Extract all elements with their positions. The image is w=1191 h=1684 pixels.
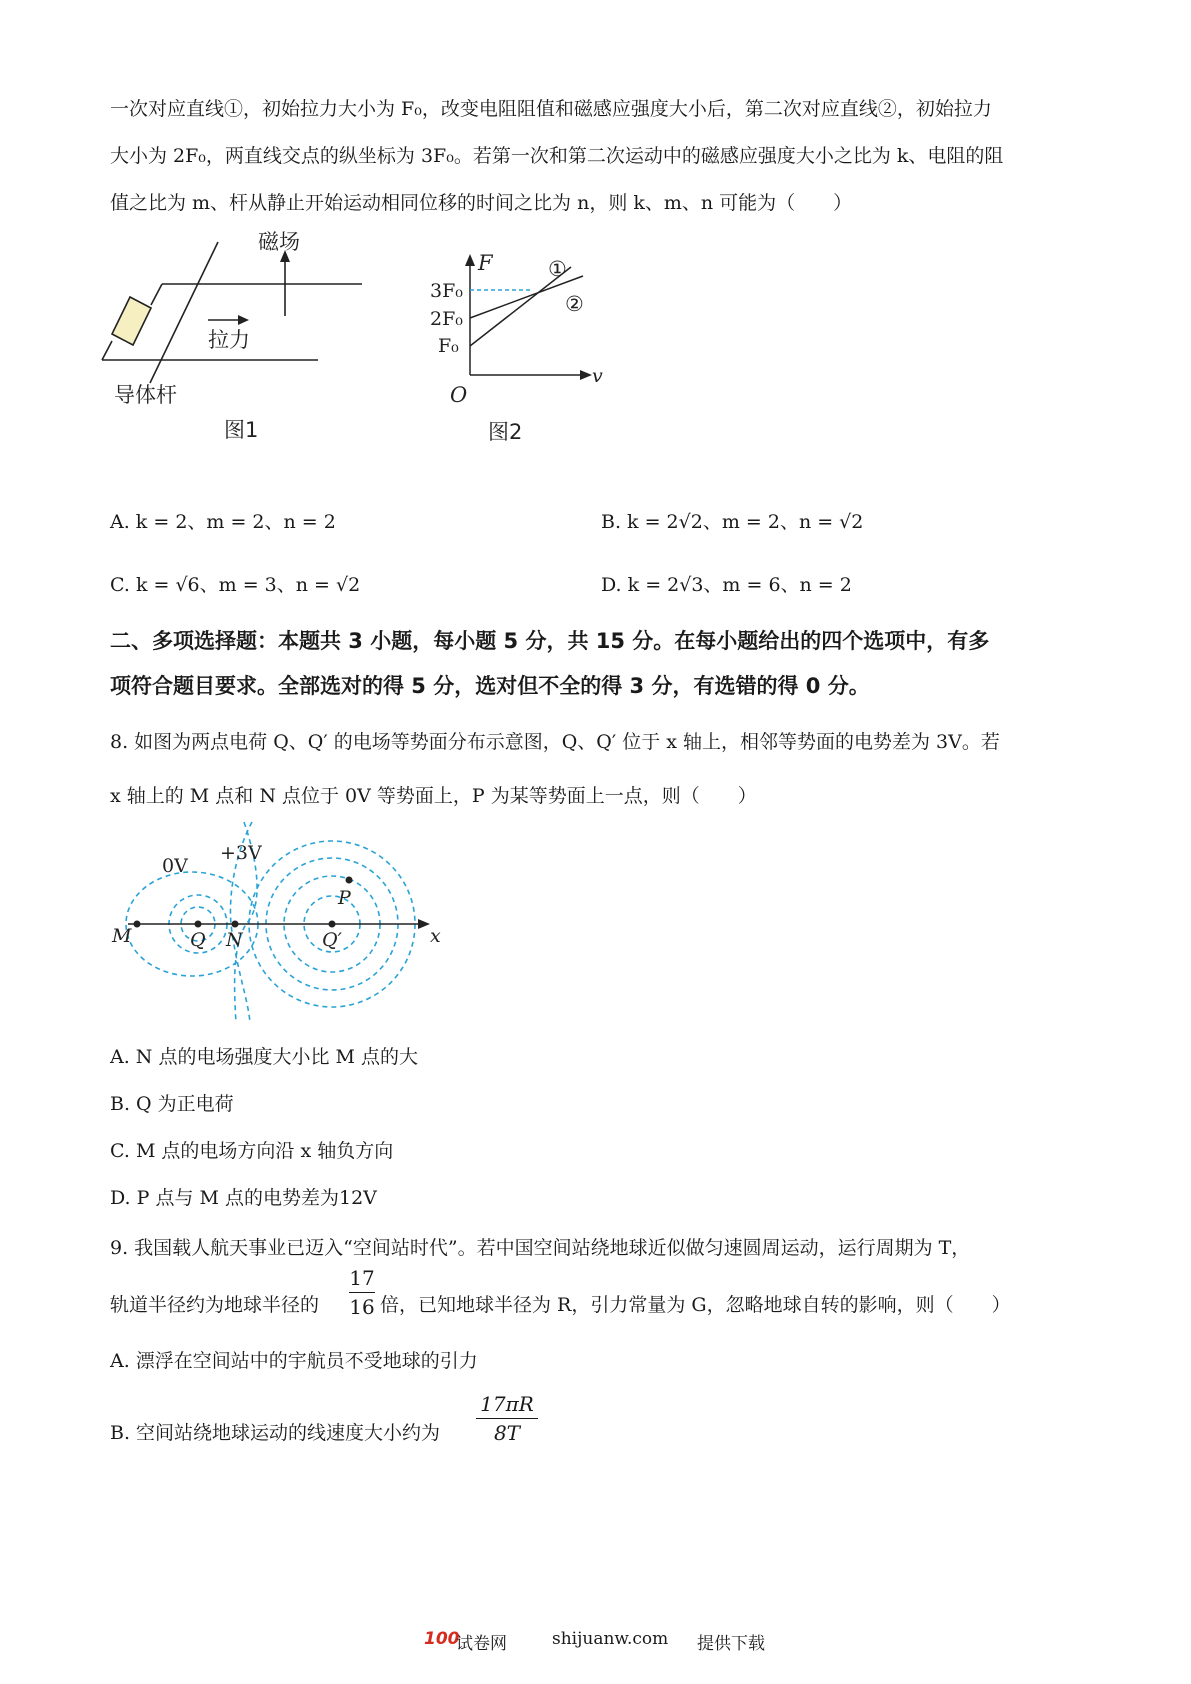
download-text: 提供下载: [697, 1634, 765, 1654]
q8-line-2: x 轴上的 M 点和 N 点位于 0V 等势面上，P 为某等势面上一点，则（ ）: [110, 785, 757, 807]
axis-label-f: F: [478, 251, 493, 275]
q7-option-a[interactable]: A. k = 2、m = 2、n = 2: [110, 511, 336, 533]
q7-line-2: 大小为 2F₀，两直线交点的纵坐标为 3F₀。若第一次和第二次运动中的磁感应强度大小之比为 k、电阻的阻: [110, 145, 1004, 167]
q9-option-b-fraction: [476, 1392, 538, 1445]
q8-option-c[interactable]: C. M 点的电场方向沿 x 轴负方向: [110, 1140, 394, 1162]
label-q: Q: [190, 929, 206, 951]
tick-f0: F₀: [438, 335, 459, 357]
q8-option-d[interactable]: D. P 点与 M 点的电势差为12V: [110, 1187, 377, 1209]
fraction-numerator: 17: [349, 1266, 375, 1290]
label-pull-force: 拉力: [208, 328, 250, 352]
q9-line-2-suffix: 倍，已知地球半径为 R，引力常量为 G，忽略地球自转的影响，则（ ）: [380, 1294, 1011, 1316]
q9-fraction-17-16: [349, 1266, 375, 1319]
q8-option-a[interactable]: A. N 点的电场强度大小比 M 点的大: [110, 1046, 418, 1068]
resistor-symbol: [112, 297, 151, 345]
figure-2-caption: 图2: [488, 420, 523, 444]
q9-option-a[interactable]: A. 漂浮在空间站中的宇航员不受地球的引力: [110, 1350, 478, 1372]
label-conductor-rod: 导体杆: [114, 383, 177, 407]
q7-line-3: 值之比为 m、杆从静止开始运动相同位移的时间之比为 n，则 k、m、n 可能为（ ）: [110, 192, 853, 214]
q7-figure-2: [420, 240, 640, 445]
page-footer: [0, 1629, 1191, 1659]
origin-label: O: [450, 383, 468, 407]
point-m: [134, 921, 141, 928]
label-0v: 0V: [162, 855, 188, 877]
section-2-heading-line-1: 二、多项选择题：本题共 3 小题，每小题 5 分，共 15 分。在每小题给出的四个选项中，有多: [110, 629, 990, 653]
point-p: [346, 877, 353, 884]
q8-option-b[interactable]: B. Q 为正电荷: [110, 1093, 234, 1115]
q7-option-c[interactable]: C. k = √6、m = 3、n = √2: [110, 574, 361, 596]
site-url[interactable]: shijuanw.com: [552, 1629, 669, 1649]
axis-label-v: v: [592, 365, 603, 387]
label-m: M: [112, 925, 132, 947]
line-1-marker: ①: [548, 257, 567, 281]
point-q-prime: [329, 921, 336, 928]
label-n: N: [226, 929, 243, 951]
site-logo: 100: [424, 1629, 460, 1649]
label-p: P: [338, 887, 351, 909]
label-x-axis: x: [430, 925, 441, 947]
q8-line-1: 8. 如图为两点电荷 Q、Q′ 的电场等势面分布示意图，Q、Q′ 位于 x 轴上，相邻等势面的电势差为 3V。若: [110, 731, 1000, 753]
label-plus-3v: +3V: [220, 842, 262, 864]
q7-line-1: 一次对应直线①，初始拉力大小为 F₀，改变电阻阻值和磁感应强度大小后，第二次对应直线②，初始拉力: [110, 98, 992, 120]
fraction-numerator: 17πR: [480, 1392, 534, 1416]
fraction-denominator: 16: [349, 1295, 375, 1319]
site-name: 试卷网: [456, 1634, 507, 1654]
q7-option-b[interactable]: B. k = 2√2、m = 2、n = √2: [601, 511, 864, 533]
q9-option-b[interactable]: B. 空间站绕地球运动的线速度大小约为: [110, 1422, 441, 1444]
conductor-rod: [150, 242, 218, 383]
section-2-heading-line-2: 项符合题目要求。全部选对的得 5 分，选对但不全的得 3 分，有选错的得 0 分。: [110, 674, 870, 698]
label-magnetic-field: 磁场: [258, 230, 300, 254]
tick-2f0: 2F₀: [430, 308, 463, 330]
tick-3f0: 3F₀: [430, 280, 463, 302]
label-q-prime: Q′: [322, 929, 342, 951]
q7-figure-1: [100, 230, 400, 445]
q7-option-d[interactable]: D. k = 2√3、m = 6、n = 2: [601, 574, 852, 596]
q9-line-1: 9. 我国载人航天事业已迈入“空间站时代”。若中国空间站绕地球近似做匀速圆周运动，运行周期为 T，: [110, 1237, 971, 1259]
figure-1-caption: 图1: [224, 418, 259, 442]
fraction-denominator: 8T: [493, 1421, 521, 1445]
point-q: [195, 921, 202, 928]
point-n: [232, 921, 239, 928]
q8-equipotential-figure: [100, 818, 460, 1028]
line-2-marker: ②: [565, 292, 584, 316]
q9-line-2-prefix: 轨道半径约为地球半径的: [110, 1294, 320, 1316]
